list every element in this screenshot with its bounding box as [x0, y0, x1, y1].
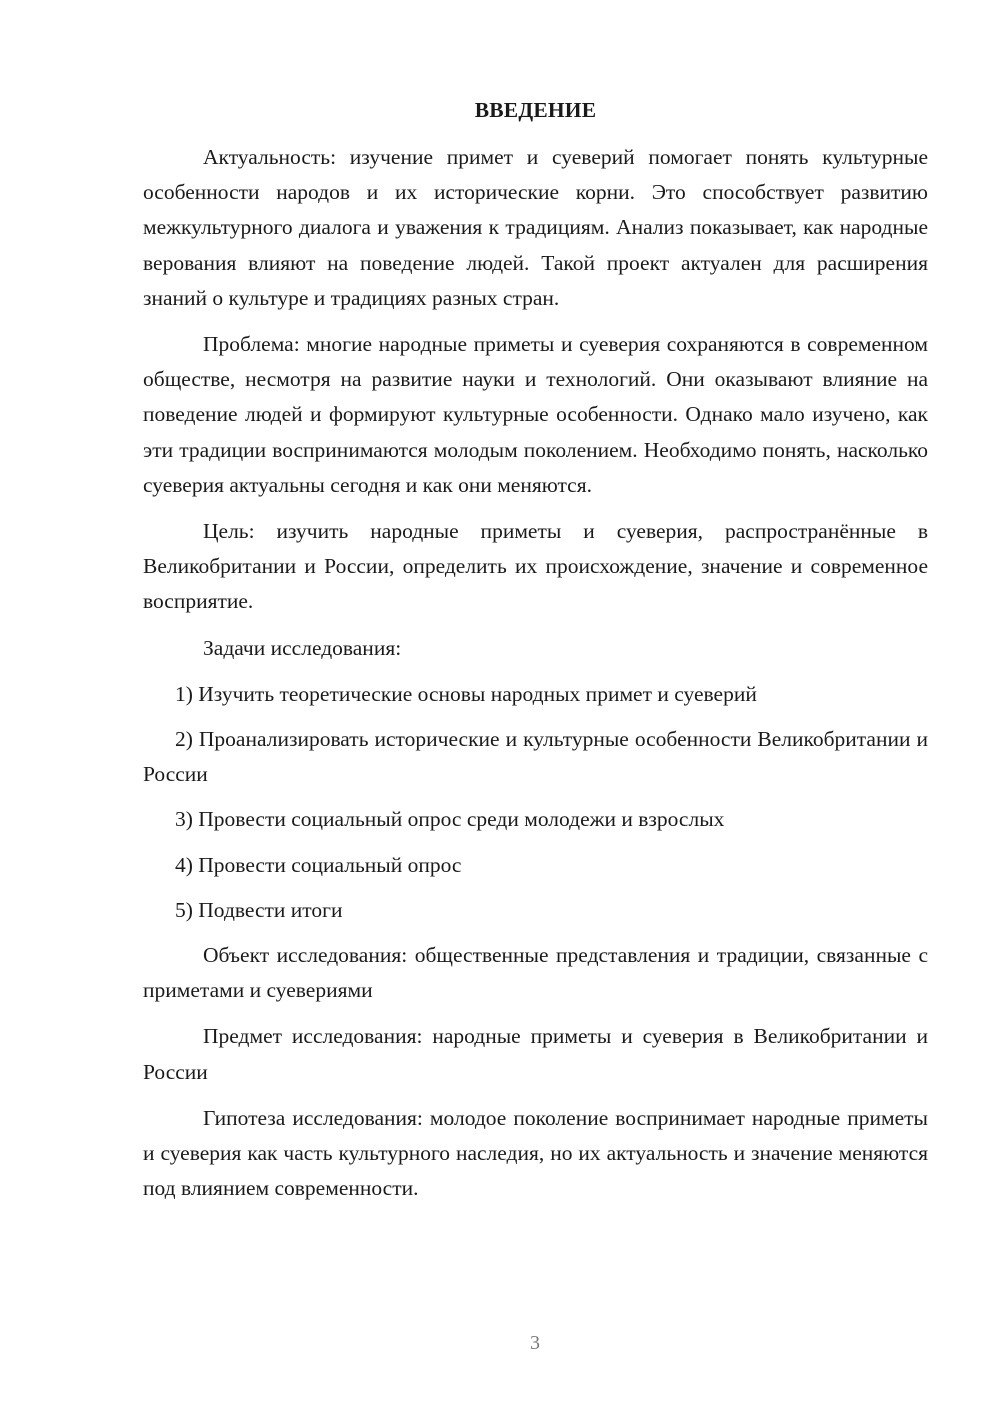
task-item-1: 1) Изучить теоретические основы народных примет и суеверий	[175, 681, 757, 706]
goal-paragraph: Цель: изучить народные приметы и суеверия, распространённые в Великобритании и России, определить их происхождение, значение и современное восприятие.	[143, 519, 928, 614]
page-number: 3	[530, 1332, 540, 1354]
task-item-2: 2) Проанализировать исторические и культурные особенности Великобритании и России	[143, 727, 928, 787]
task-item-4: 4) Провести социальный опрос	[175, 852, 462, 877]
subject-paragraph: Предмет исследования: народные приметы и суеверия в Великобритании и России	[143, 1024, 928, 1084]
page-title: ВВЕДЕНИЕ	[474, 98, 597, 122]
task-item-3: 3) Провести социальный опрос среди молодежи и взрослых	[175, 807, 725, 832]
task-item-5: 5) Подвести итоги	[175, 897, 343, 922]
object-paragraph: Объект исследования: общественные представления и традиции, связанные с приметами и суевериями	[143, 943, 928, 1003]
tasks-heading: Задачи исследования:	[203, 635, 402, 660]
page-content	[143, 93, 928, 1206]
hypothesis-paragraph: Гипотеза исследования: молодое поколение воспринимает народные приметы и суеверия как часть культурного наследия, но их актуальность и значение меняются под влиянием современности.	[143, 1105, 928, 1201]
problem-paragraph: Проблема: многие народные приметы и суеверия сохраняются в современном обществе, несмотря на развитие науки и технологий. Они оказывают влияние на поведение людей и формируют культурные особенности. Однако мало изучено, как эти традиции воспринимаются молодым поколением. Необходимо понять, насколько суеверия актуальны сегодня и как они меняются.	[143, 332, 928, 497]
relevance-paragraph: Актуальность: изучение примет и суеверий помогает понять культурные особенности народов и их исторические корни. Это способствует развитию межкультурного диалога и уважения к традициям. Анализ показывает, как народные верования влияют на поведение людей. Такой проект актуален для расширения знаний о культуре и традициях разных стран.	[143, 145, 928, 310]
